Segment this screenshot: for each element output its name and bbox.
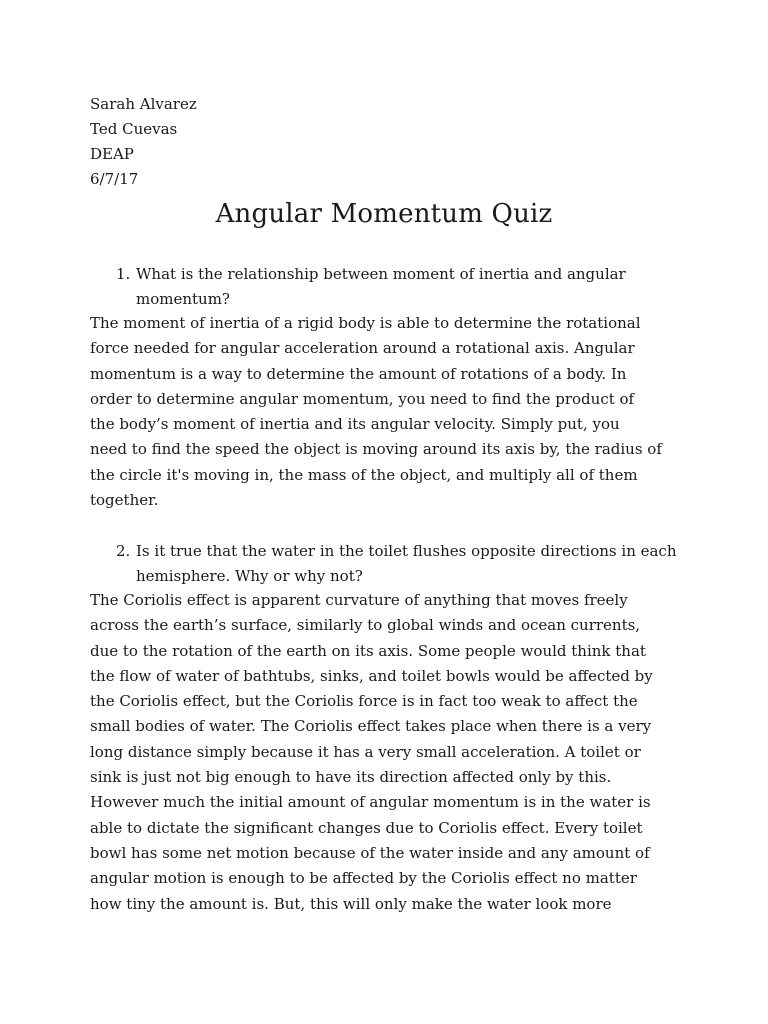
answer-line: across the earth’s surface, similarly to global winds and ocean currents, xyxy=(90,616,641,635)
answer-line: sink is just not big enough to have its direction affected only by this. xyxy=(90,768,612,787)
answer-line: small bodies of water. The Coriolis effect takes place when there is a very xyxy=(90,717,652,736)
answer-1 xyxy=(90,311,690,513)
answer-line: due to the rotation of the earth on its axis. Some people would think that xyxy=(90,641,646,660)
answer-line: However much the initial amount of angular momentum is in the water is xyxy=(90,793,651,812)
answer-line: momentum is a way to determine the amount of rotations of a body. In xyxy=(90,364,627,383)
question-text: What is the relationship between moment of inertia and angular momentum? xyxy=(136,265,626,308)
answer-line: The Coriolis effect is apparent curvature of anything that moves freely xyxy=(90,591,628,609)
question-number: 2. xyxy=(116,542,131,560)
question-2 xyxy=(90,539,680,589)
answer-line: angular motion is enough to be affected by the Coriolis effect no matter xyxy=(90,869,637,888)
answer-line: able to dictate the significant changes due to Coriolis effect. Every toilet xyxy=(90,818,643,837)
document-title: Angular Momentum Quiz xyxy=(215,199,553,229)
document-header xyxy=(90,92,197,192)
answer-line: The moment of inertia of a rigid body is able to determine the rotational xyxy=(90,314,641,332)
answer-line: the Coriolis effect, but the Coriolis force is in fact too weak to affect the xyxy=(90,692,638,711)
answer-line: need to find the speed the object is moving around its axis by, the radius of xyxy=(90,440,662,459)
document-date: 6/7/17 xyxy=(90,170,139,188)
question-text: Is it true that the water in the toilet flushes opposite directions in each hemisphere. Why or why not? xyxy=(136,542,677,585)
answer-line: the circle it's moving in, the mass of the object, and multiply all of them xyxy=(90,465,638,484)
author-name-1: Sarah Alvarez xyxy=(90,95,197,113)
answer-2 xyxy=(90,588,690,917)
answer-line: together. xyxy=(90,491,159,510)
answer-line: bowl has some net motion because of the water inside and any amount of xyxy=(90,843,650,862)
answer-line: long distance simply because it has a very small acceleration. A toilet or xyxy=(90,742,641,761)
answer-line: how tiny the amount is. But, this will only make the water look more xyxy=(90,894,612,913)
answer-line: force needed for angular acceleration around a rotational axis. Angular xyxy=(90,339,635,358)
answer-line: the flow of water of bathtubs, sinks, and toilet bowls would be affected by xyxy=(90,666,653,685)
answer-line: order to determine angular momentum, you need to find the product of xyxy=(90,389,635,408)
course-name: DEAP xyxy=(90,145,134,163)
answer-line: the body’s moment of inertia and its angular velocity. Simply put, you xyxy=(90,415,620,434)
author-name-2: Ted Cuevas xyxy=(90,120,178,138)
question-number: 1. xyxy=(116,265,131,283)
question-1 xyxy=(90,262,680,312)
